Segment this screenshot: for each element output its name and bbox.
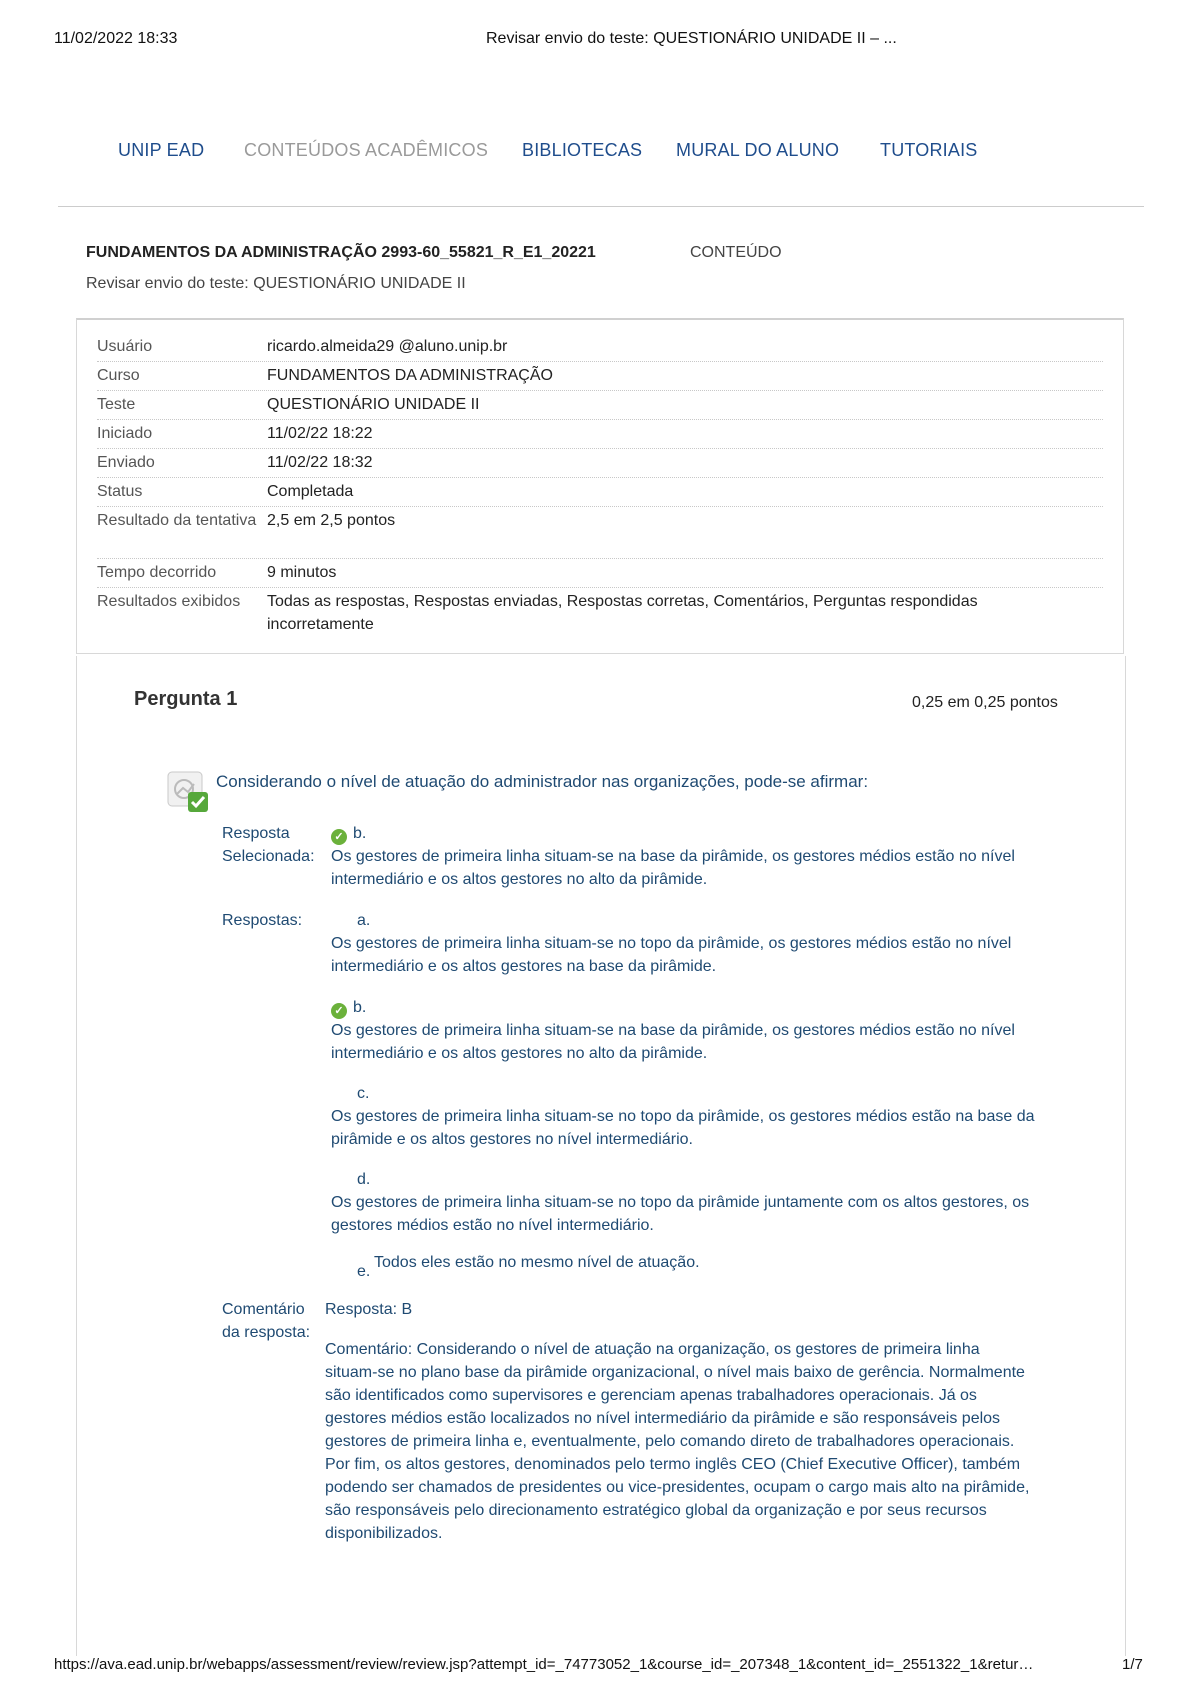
info-value: 2,5 em 2,5 pontos [267, 512, 396, 529]
comment-answer: Resposta: B [325, 1301, 413, 1318]
info-label: Usuário [97, 338, 153, 355]
selected-answer-label: Resposta Selecionada: [222, 825, 315, 865]
question-text: Considerando o nível de atuação do administrador nas organizações, pode-se afirmar: [216, 772, 869, 791]
info-value: FUNDAMENTOS DA ADMINISTRAÇÃO [267, 367, 553, 384]
info-label: Teste [97, 396, 136, 413]
info-value: 9 minutos [267, 564, 337, 581]
answer-b-letter: b. [353, 999, 367, 1016]
question-title: Pergunta 1 [134, 688, 238, 710]
question-correct-icon [166, 770, 210, 814]
nav-unip-ead[interactable]: UNIP EAD [118, 140, 205, 160]
answer-e-letter: e. [357, 1263, 371, 1280]
answer-e-text: Todos eles estão no mesmo nível de atuação. [374, 1254, 700, 1271]
info-row-iniciado [97, 422, 1103, 449]
correct-check-icon: ✓ [331, 1003, 347, 1019]
question-points: 0,25 em 0,25 pontos [912, 694, 1058, 711]
info-row-enviado [97, 451, 1103, 478]
print-datetime: 11/02/2022 18:33 [54, 30, 178, 47]
info-row-tempo [97, 561, 1103, 588]
info-value: QUESTIONÁRIO UNIDADE II [267, 396, 480, 413]
nav-tutoriais[interactable]: TUTORIAIS [880, 140, 978, 160]
content-link[interactable]: CONTEÚDO [690, 244, 782, 261]
course-title: FUNDAMENTOS DA ADMINISTRAÇÃO 2993-60_55821_R_E1_20221 [86, 244, 596, 261]
attempt-info-table [76, 318, 1124, 654]
info-value: 11/02/22 18:22 [267, 425, 373, 442]
comment-text: Comentário: Considerando o nível de atuação na organização, os gestores de primeira linha situam-se no plano base da pirâmide organizacional, o nível mais baixo de gerência. Normalmente são identificados como supervisores e gerenciam apenas trabalhadores operacionais. Já os gestores médios estão localizados no nível intermediário da pirâmide e são responsáveis pelos gestores de primeira linha e, eventualmente, pelo comando direto de trabalhadores operacionais. Por fim, os altos gestores, denominados pelo termo inglês CEO (Chief Executive Officer), também podendo ser chamados de presidentes ou vice-presidentes, ocupam o cargo mais alto na pirâmide, são responsáveis pelo direcionamento estratégico global da organização e por seus recursos disponibilizados. [325, 1341, 1030, 1542]
nav-bibliotecas[interactable]: BIBLIOTECAS [522, 140, 643, 160]
answer-a-letter: a. [357, 912, 371, 929]
info-row-teste [97, 393, 1103, 420]
answer-b-text: Os gestores de primeira linha situam-se na base da pirâmide, os gestores médios estão no nível intermediário e os altos gestores no alto da pirâmide. [331, 1022, 1015, 1062]
info-row-resultado [97, 509, 1103, 559]
info-label: Status [97, 483, 143, 500]
info-value: Completada [267, 483, 354, 500]
selected-answer-letter-wrap [331, 822, 366, 845]
info-row-resultados-exibidos [97, 590, 1103, 638]
answer-d-letter: d. [357, 1171, 371, 1188]
answers-label: Respostas: [222, 912, 303, 929]
info-row-curso [97, 364, 1103, 391]
info-value: ricardo.almeida29 @aluno.unip.br [267, 338, 508, 355]
print-page-title: Revisar envio do teste: QUESTIONÁRIO UNIDADE II – ... [486, 30, 897, 47]
nav-conteudos-academicos[interactable]: CONTEÚDOS ACADÊMICOS [244, 140, 489, 160]
info-label: Resultados exibidos [97, 593, 241, 610]
info-label: Iniciado [97, 425, 153, 442]
comment-label: Comentário da resposta: [222, 1301, 311, 1341]
print-page-number: 1/7 [1122, 1656, 1143, 1673]
print-url: https://ava.ead.unip.br/webapps/assessment/review/review.jsp?attempt_id=_74773052_1&course_id=_207348_1&content_id=_2551322_1&retur… [54, 1656, 1034, 1673]
info-label: Curso [97, 367, 140, 384]
answer-c-letter: c. [357, 1085, 370, 1102]
info-label: Resultado da tentativa [97, 512, 257, 529]
answer-d-text: Os gestores de primeira linha situam-se no topo da pirâmide juntamente com os altos gestores, os gestores médios estão no nível intermediário. [331, 1194, 1030, 1234]
breadcrumb: Revisar envio do teste: QUESTIONÁRIO UNIDADE II [86, 275, 466, 292]
correct-check-icon: ✓ [331, 829, 347, 845]
selected-answer-text: Os gestores de primeira linha situam-se na base da pirâmide, os gestores médios estão no nível intermediário e os altos gestores no alto da pirâmide. [331, 848, 1015, 888]
info-row-usuario [97, 335, 1103, 362]
nav-divider [58, 206, 1144, 207]
selected-answer-letter: b. [353, 825, 367, 842]
answer-c-text: Os gestores de primeira linha situam-se no topo da pirâmide, os gestores médios estão na base da pirâmide e os altos gestores no nível intermediário. [331, 1108, 1035, 1148]
info-label: Enviado [97, 454, 155, 471]
answer-b-letter-wrap [331, 996, 366, 1019]
info-value: 11/02/22 18:32 [267, 454, 373, 471]
info-value: Todas as respostas, Respostas enviadas, Respostas corretas, Comentários, Perguntas respondidas incorretamente [267, 593, 978, 633]
nav-mural-do-aluno[interactable]: MURAL DO ALUNO [676, 140, 840, 160]
info-label: Tempo decorrido [97, 564, 217, 581]
answer-a-text: Os gestores de primeira linha situam-se no topo da pirâmide, os gestores médios estão no nível intermediário e os altos gestores na base da pirâmide. [331, 935, 1012, 975]
info-row-status [97, 480, 1103, 507]
